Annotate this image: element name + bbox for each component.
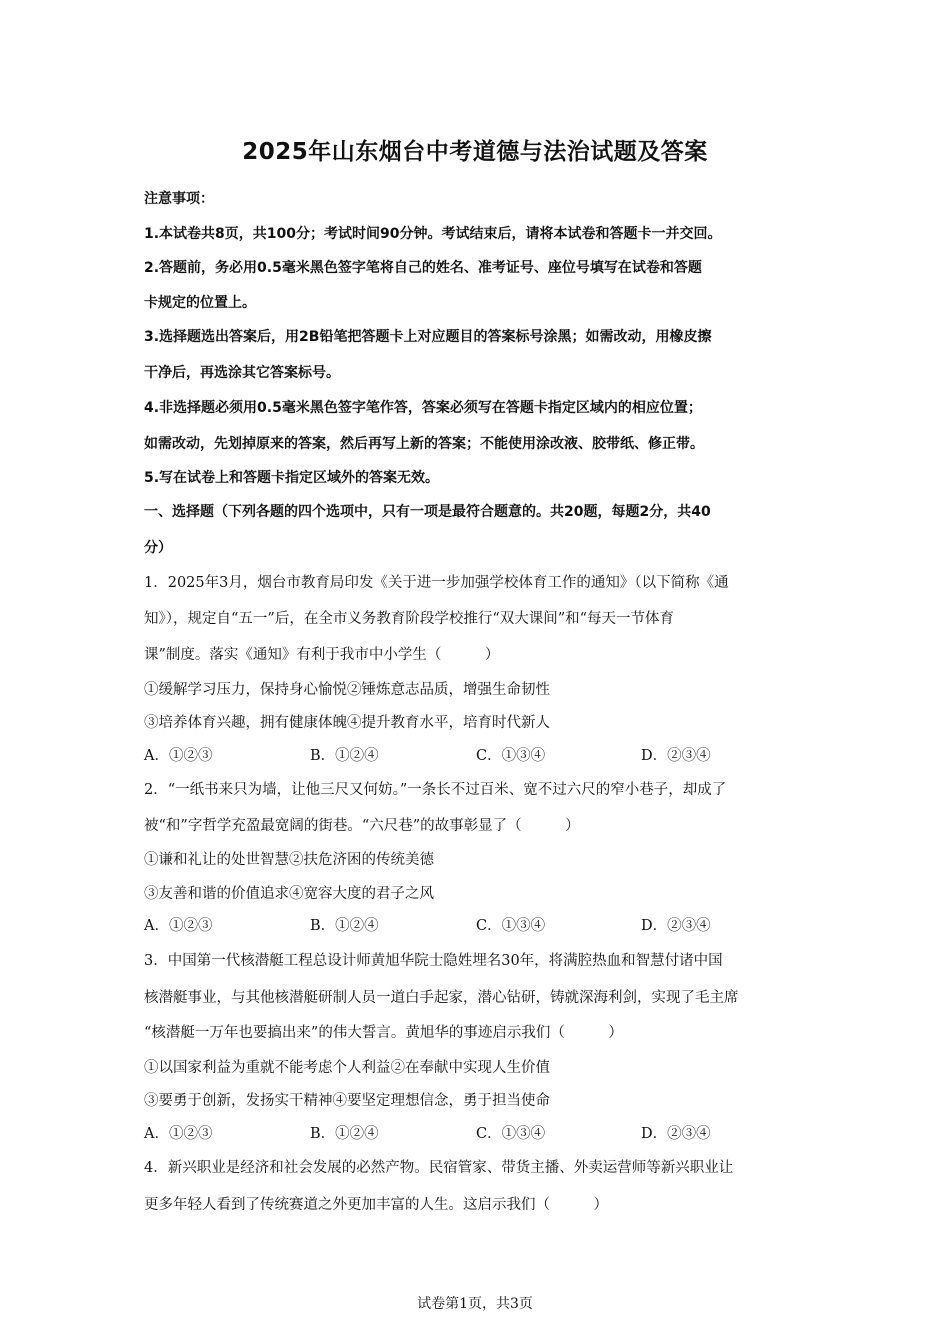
notice-line: 干净后，再选涂其它答案标号。	[144, 365, 340, 381]
notice-line: 4.非选择题必须用0.5毫米黑色签字笔作答，答案必须写在答题卡指定区域内的相应位置；	[144, 400, 702, 416]
notice-line: 如需改动，先划掉原来的答案，然后再写上新的答案；不能使用涂改液、胶带纸、修正带。	[144, 436, 704, 452]
option-d: D．②③④	[641, 918, 711, 934]
page-footer: 试卷第1页，共3页	[417, 1296, 533, 1312]
section-heading: 一、选择题（下列各题的四个选项中，只有一项是最符合题意的。共20题，每题2分，共40	[144, 504, 711, 520]
option-c: C．①③④	[476, 918, 546, 934]
question-item: ③要勇于创新，发扬实干精神④要坚定理想信念，勇于担当使命	[144, 1093, 550, 1109]
option-a: A．①②③	[144, 748, 213, 764]
question-item: ①缓解学习压力，保持身心愉悦②锤炼意志品质，增强生命韧性	[144, 682, 550, 698]
question-stem: 2．“一纸书来只为墙，让他三尺又何妨。”一条长不过百米、宽不过六尺的窄小巷子，却成了	[144, 782, 727, 798]
section-heading: 分）	[144, 540, 172, 556]
question-stem: 4．新兴职业是经济和社会发展的必然产物。民宿管家、带货主播、外卖运营师等新兴职业让	[144, 1160, 734, 1176]
option-c: C．①③④	[476, 748, 546, 764]
option-b: B．①②④	[310, 748, 379, 764]
question-stem: 更多年轻人看到了传统赛道之外更加丰富的人生。这启示我们（ ）	[144, 1197, 608, 1213]
question-stem: “核潜艇一万年也要搞出来”的伟大誓言。黄旭华的事迹启示我们（ ）	[144, 1025, 623, 1041]
question-stem: 知》），规定自“五一”后，在全市义务教育阶段学校推行“双大课间”和“每天一节体育	[144, 611, 675, 627]
notice-line: 1.本试卷共8页，共100分；考试时间90分钟。考试结束后，请将本试卷和答题卡一并交回。	[144, 226, 722, 242]
answer-options	[144, 916, 814, 936]
question-item: ③友善和谐的价值追求④宽容大度的君子之风	[144, 886, 434, 902]
question-stem: 被“和”字哲学充盈最宽阔的街巷。“六尺巷”的故事彰显了（ ）	[144, 818, 580, 834]
question-item: ①以国家利益为重就不能考虑个人利益②在奉献中实现人生价值	[144, 1060, 550, 1076]
option-b: B．①②④	[310, 918, 379, 934]
notice-line: 卡规定的位置上。	[144, 295, 256, 311]
question-item: ①谦和礼让的处世智慧②扶危济困的传统美德	[144, 852, 434, 868]
question-stem: 课”制度。落实《通知》有利于我市中小学生（ ）	[144, 647, 500, 663]
option-a: A．①②③	[144, 1126, 213, 1142]
question-stem: 核潜艇事业，与其他核潜艇研制人员一道白手起家，潜心钻研，铸就深海利剑，实现了毛主席	[144, 990, 739, 1006]
question-item: ③培养体育兴趣，拥有健康体魄④提升教育水平，培育时代新人	[144, 715, 550, 731]
answer-options	[144, 1124, 814, 1144]
notice-line: 5.写在试卷上和答题卡指定区域外的答案无效。	[144, 470, 440, 486]
answer-options	[144, 746, 814, 766]
question-stem: 1．2025年3月，烟台市教育局印发《关于进一步加强学校体育工作的通知》（以下简称《通	[144, 575, 729, 591]
option-c: C．①③④	[476, 1126, 546, 1142]
option-a: A．①②③	[144, 918, 213, 934]
notice-line: 3.选择题选出答案后，用2B铅笔把答题卡上对应题目的答案标号涂黑；如需改动，用橡皮擦	[144, 329, 712, 345]
notice-line: 2.答题前，务必用0.5毫米黑色签字笔将自己的姓名、准考证号、座位号填写在试卷和答题	[144, 260, 702, 276]
option-d: D．②③④	[641, 748, 711, 764]
notice-heading: 注意事项：	[144, 191, 214, 207]
page-title: 2025年山东烟台中考道德与法治试题及答案	[242, 139, 708, 165]
option-d: D．②③④	[641, 1126, 711, 1142]
option-b: B．①②④	[310, 1126, 379, 1142]
question-stem: 3．中国第一代核潜艇工程总设计师黄旭华院士隐姓埋名30年，将满腔热血和智慧付诸中国	[144, 953, 723, 969]
